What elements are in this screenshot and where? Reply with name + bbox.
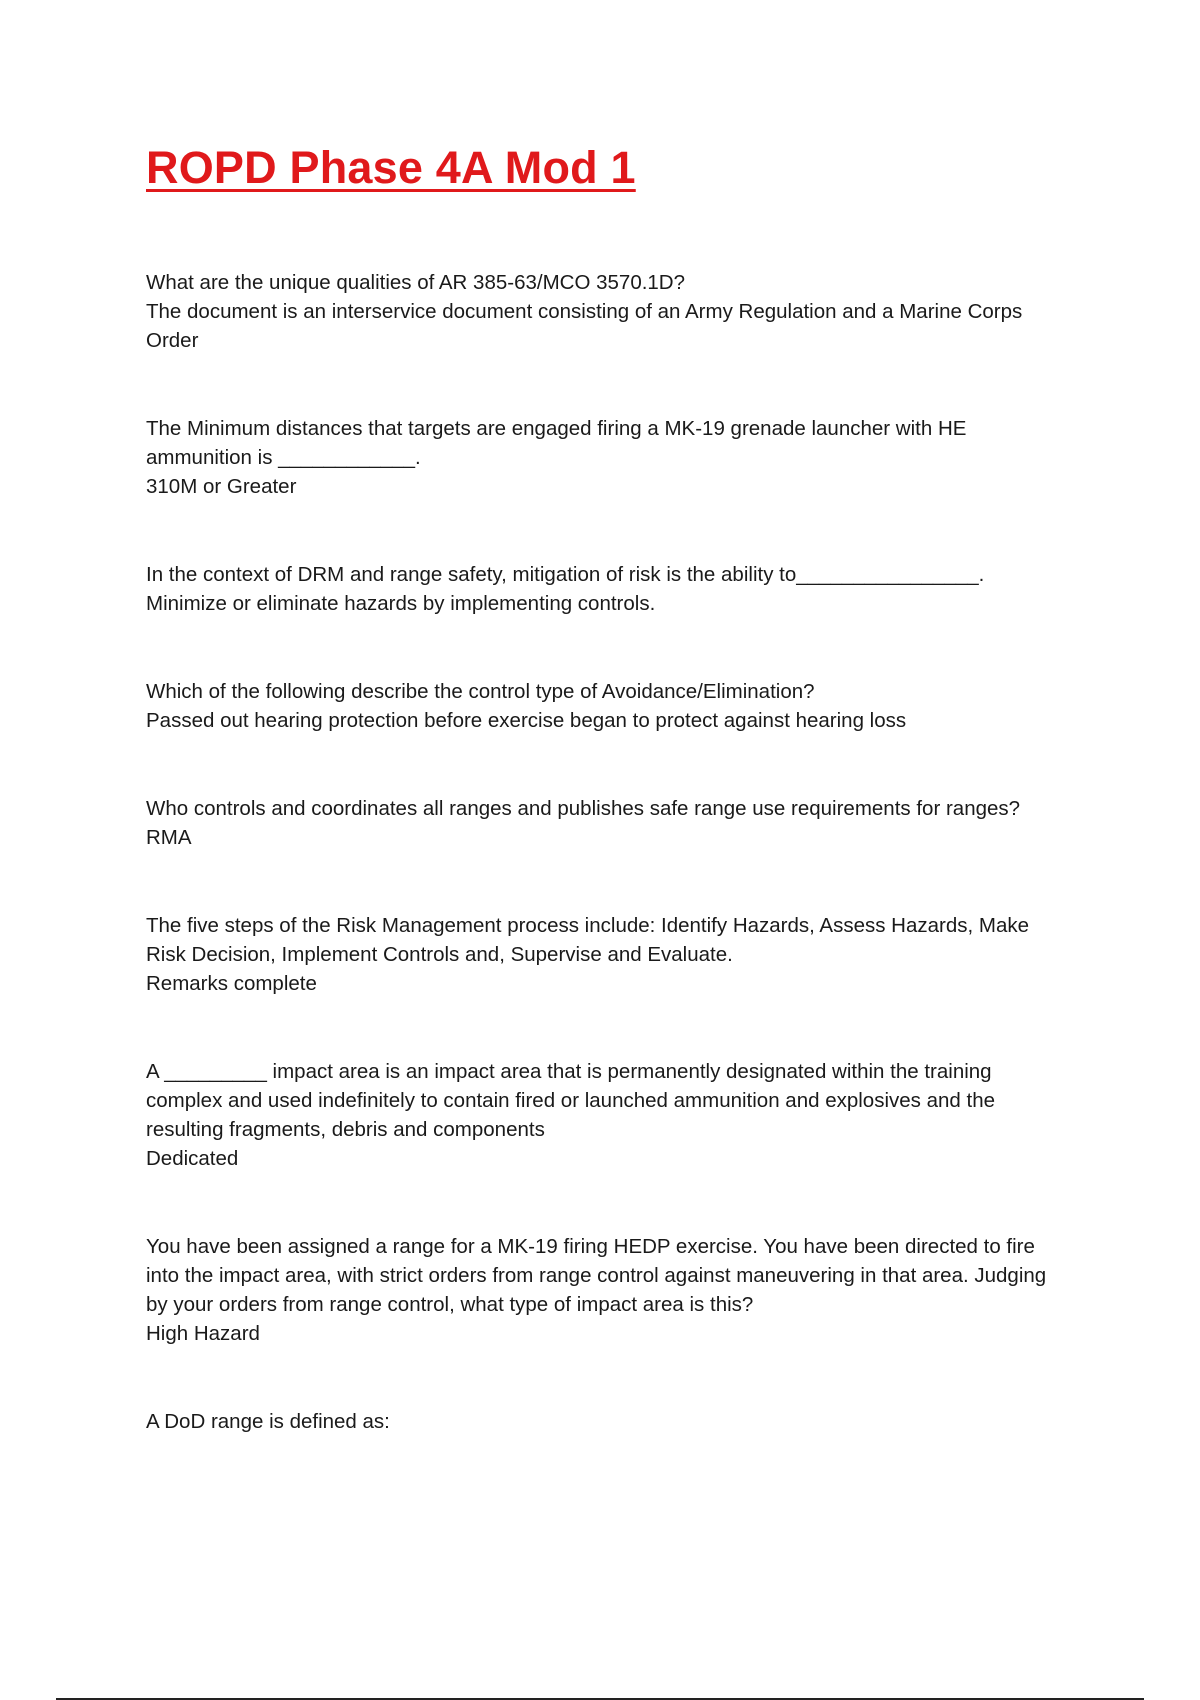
question-text: What are the unique qualities of AR 385-63/MCO 3570.1D? — [146, 271, 686, 294]
qa-item — [146, 794, 1056, 852]
qa-item — [146, 677, 1056, 735]
question-text: The Minimum distances that targets are engaged firing a MK-19 grenade launcher with HE ammunition is ____________. — [146, 417, 967, 469]
answer-text: RMA — [146, 826, 192, 849]
document-title: ROPD Phase 4A Mod 1 — [146, 142, 636, 193]
answer-text: Passed out hearing protection before exercise began to protect against hearing loss — [146, 709, 907, 732]
answer-text: Minimize or eliminate hazards by implementing controls. — [146, 592, 656, 615]
question-text: A DoD range is defined as: — [146, 1410, 390, 1433]
question-text: A _________ impact area is an impact area that is permanently designated within the training complex and used indefinitely to contain fired or launched ammunition and explosives and the resulting fragments, debris and components — [146, 1060, 995, 1141]
qa-item — [146, 560, 1056, 618]
qa-list — [146, 268, 1056, 1495]
question-text: You have been assigned a range for a MK-19 firing HEDP exercise. You have been directed to fire into the impact area, with strict orders from range control against maneuvering in that area. Judging by your orders from range control, what type of impact area is this? — [146, 1235, 1047, 1316]
qa-item — [146, 1232, 1056, 1348]
qa-item — [146, 414, 1056, 501]
question-text: The five steps of the Risk Management process include: Identify Hazards, Assess Hazards, Make Risk Decision, Implement Controls and, Supervise and Evaluate. — [146, 914, 1030, 966]
answer-text: Dedicated — [146, 1147, 239, 1170]
qa-item — [146, 1057, 1056, 1173]
qa-item — [146, 268, 1056, 355]
qa-item — [146, 1407, 1056, 1436]
question-text: Which of the following describe the control type of Avoidance/Elimination? — [146, 680, 815, 703]
answer-text: High Hazard — [146, 1322, 260, 1345]
answer-text: 310M or Greater — [146, 475, 297, 498]
qa-item — [146, 911, 1056, 998]
question-text: Who controls and coordinates all ranges and publishes safe range use requirements for ranges? — [146, 797, 1021, 820]
answer-text: The document is an interservice document consisting of an Army Regulation and a Marine Corps Order — [146, 300, 1023, 352]
answer-text: Remarks complete — [146, 972, 317, 995]
question-text: In the context of DRM and range safety, mitigation of risk is the ability to________________. — [146, 563, 985, 586]
